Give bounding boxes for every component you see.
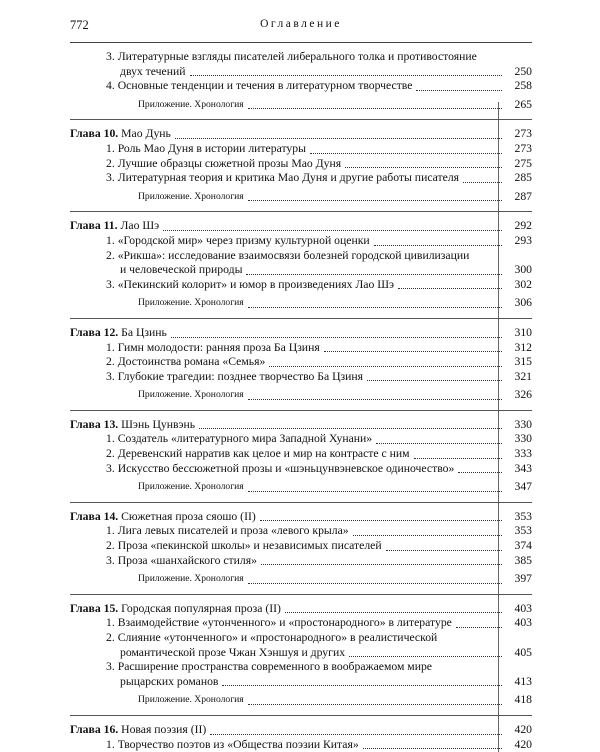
dot-leader: [269, 365, 502, 367]
toc-entry-line[interactable]: [70, 646, 532, 661]
appendix-page: 326: [514, 388, 532, 402]
entry-text: [106, 462, 454, 477]
dot-leader: [353, 534, 502, 536]
entry-title-line: Достоинства романа «Семья»: [117, 355, 266, 369]
entry-number: 1.: [106, 524, 115, 538]
appendix-row[interactable]: [70, 693, 532, 708]
appendix-row[interactable]: [70, 480, 532, 495]
toc-entry-line[interactable]: [70, 157, 532, 172]
section-rule: [70, 119, 532, 120]
dot-leader: [248, 199, 502, 201]
entry-text: [106, 263, 242, 278]
chapter-row[interactable]: [70, 127, 532, 142]
dot-leader: [463, 181, 502, 183]
entry-title-line: Создатель «литературного мира Западной Хунани»: [117, 432, 373, 446]
dot-leader: [248, 398, 502, 400]
entry-text: [106, 50, 477, 65]
entry-page: 353: [514, 524, 532, 538]
appendix-page: 347: [514, 480, 532, 494]
chapter-heading: [70, 418, 195, 433]
entry-title-line: Основные тенденции и течения в литературном творчестве: [117, 79, 413, 93]
section-rule: [70, 502, 532, 503]
entry-title-line: Лига левых писателей и проза «левого крыла»: [117, 524, 349, 538]
dot-leader: [458, 471, 502, 473]
chapter-title: Городская популярная проза (II): [121, 601, 281, 615]
entry-number: 3.: [106, 171, 115, 185]
entry-text: [106, 616, 452, 631]
section-rule: [70, 594, 532, 595]
entry-page: 275: [514, 156, 532, 170]
chapter-page: 273: [514, 127, 532, 141]
appendix-page: 306: [514, 296, 532, 310]
dot-leader: [260, 519, 502, 521]
entry-number: 1.: [106, 233, 115, 247]
toc-section: [70, 119, 532, 204]
appendix-label: Приложение. Хронология: [138, 297, 244, 309]
entry-text: [106, 278, 394, 293]
section-rule: [70, 715, 532, 716]
appendix-row[interactable]: [70, 296, 532, 311]
table-of-contents: [70, 50, 532, 752]
entry-page: 293: [514, 233, 532, 247]
entry-number: 1.: [106, 616, 115, 630]
entry-title-line: Творчество поэтов из «Общества поэзии Китая»: [117, 737, 359, 751]
entry-title-line: Слияние «утонченного» и «простонародного» в реалистической: [117, 631, 438, 644]
chapter-page: 292: [514, 219, 532, 233]
chapter-page: 353: [514, 509, 532, 523]
entry-page: 273: [514, 141, 532, 155]
dot-leader: [248, 582, 502, 584]
entry-number: 3.: [106, 277, 115, 291]
entry-number: 2.: [106, 156, 115, 170]
entry-title-line: рыцарских романов: [120, 674, 219, 688]
entry-page: 330: [514, 432, 532, 446]
appendix-page: 287: [514, 189, 532, 203]
toc-section: [70, 318, 532, 403]
section-rule: [70, 211, 532, 212]
page-number: 772: [70, 18, 89, 32]
entry-title-line: «Пекинский колорит» и юмор в произведениях Лао Шэ: [117, 277, 395, 291]
chapter-row[interactable]: [70, 418, 532, 433]
entry-text: [106, 142, 306, 157]
chapter-heading: [70, 602, 281, 617]
entry-text: [106, 370, 363, 385]
entry-text: [106, 341, 320, 356]
chapter-heading: [70, 510, 256, 525]
dot-leader: [171, 336, 502, 338]
entry-text: [106, 660, 432, 675]
toc-section: [70, 594, 532, 708]
toc-section: [70, 502, 532, 587]
chapter-heading: [70, 723, 206, 738]
toc-section: [70, 211, 532, 311]
entry-number: 4.: [106, 79, 115, 93]
chapter-page: 330: [514, 417, 532, 431]
chapter-heading: [70, 127, 171, 142]
appendix-page: 418: [514, 693, 532, 707]
entry-text: [106, 554, 257, 569]
entry-page: 312: [514, 340, 532, 354]
entry-page: 258: [514, 79, 532, 93]
section-rule: [70, 318, 532, 319]
dot-leader: [248, 306, 502, 308]
chapter-title: Лао Шэ: [120, 219, 160, 233]
entry-number: 2.: [106, 631, 115, 644]
entry-title-line: Гимн молодости: ранняя проза Ба Цзиня: [117, 340, 320, 354]
entry-number: 3.: [106, 553, 115, 567]
entry-text: [106, 524, 349, 539]
entry-text: [106, 646, 345, 661]
entry-number: 3.: [106, 660, 115, 674]
entry-title-line: «Рикша»: исследование взаимосвязи болезней городской цивилизации: [117, 248, 470, 262]
toc-entry-line[interactable]: [70, 554, 532, 569]
chapter-label: Глава 13.: [70, 417, 119, 431]
toc-entry-line[interactable]: [70, 539, 532, 554]
entry-number: 3.: [106, 50, 115, 63]
chapter-label: Глава 16.: [70, 722, 119, 736]
dot-leader: [210, 733, 502, 735]
dot-leader: [367, 379, 502, 381]
toc-entry-line[interactable]: [70, 432, 532, 447]
chapter-title: Мао Дунь: [121, 127, 171, 141]
toc-entry-line[interactable]: [70, 142, 532, 157]
page-header: [70, 18, 532, 38]
entry-number: 2.: [106, 447, 115, 461]
entry-page: 315: [514, 355, 532, 369]
entry-text: [106, 539, 382, 554]
dot-leader: [248, 107, 502, 109]
dot-leader: [199, 427, 502, 429]
chapter-label: Глава 14.: [70, 509, 119, 523]
chapter-title: Ба Цзинь: [121, 325, 167, 339]
entry-number: 1.: [106, 141, 115, 155]
dot-leader: [376, 442, 502, 444]
header-rule: [70, 42, 532, 43]
dot-leader: [456, 626, 502, 628]
dot-leader: [248, 703, 502, 705]
entry-page: 385: [514, 553, 532, 567]
dot-leader: [363, 747, 502, 749]
entry-title-line: и человеческой природы: [120, 263, 243, 277]
chapter-label: Глава 10.: [70, 127, 119, 141]
appendix-label: Приложение. Хронология: [138, 573, 244, 585]
entry-number: 1.: [106, 737, 115, 751]
dot-leader: [175, 137, 502, 139]
toc-entry-line[interactable]: [70, 447, 532, 462]
entry-text: [106, 675, 218, 690]
entry-number: 2.: [106, 539, 115, 553]
entry-page: 374: [514, 539, 532, 553]
chapter-page: 403: [514, 601, 532, 615]
entry-text: [106, 65, 186, 80]
toc-entry-line[interactable]: [70, 263, 532, 278]
appendix-row[interactable]: [70, 98, 532, 113]
chapter-row[interactable]: [70, 326, 532, 341]
dot-leader: [190, 74, 502, 76]
entry-number: 2.: [106, 248, 115, 262]
dot-leader: [222, 684, 502, 686]
entry-page: 420: [514, 737, 532, 751]
toc-entry-line[interactable]: [70, 341, 532, 356]
entry-title-line: Глубокие трагедии: позднее творчество Ба Цзиня: [117, 369, 364, 383]
dot-leader: [248, 490, 502, 492]
toc-entry-line[interactable]: [70, 278, 532, 293]
chapter-row[interactable]: [70, 602, 532, 617]
entry-title-line: Расширение пространства современного в воображаемом мире: [117, 660, 432, 674]
toc-entry-line[interactable]: [70, 171, 532, 186]
chapter-row[interactable]: [70, 723, 532, 738]
toc-entry-line[interactable]: [70, 79, 532, 94]
appendix-label: Приложение. Хронология: [138, 190, 244, 202]
chapter-label: Глава 15.: [70, 601, 119, 615]
entry-text: [106, 631, 437, 646]
entry-page: 302: [514, 277, 532, 291]
appendix-row[interactable]: [70, 190, 532, 205]
entry-page: 250: [514, 64, 532, 78]
dot-leader: [349, 655, 502, 657]
dot-leader: [324, 350, 502, 352]
dot-leader: [398, 287, 502, 289]
toc-entry-line[interactable]: [70, 370, 532, 385]
dot-leader: [261, 563, 502, 565]
entry-page: 413: [514, 674, 532, 688]
entry-title-line: Проза «шанхайского стиля»: [117, 553, 257, 567]
entry-text: [106, 234, 370, 249]
entry-text: [106, 355, 265, 370]
entry-title-line: Литературные взгляды писателей либерального толка и противостояние: [117, 50, 477, 63]
chapter-row[interactable]: [70, 219, 532, 234]
running-title: Оглавление: [260, 18, 342, 30]
entry-page: 343: [514, 461, 532, 475]
dot-leader: [386, 549, 502, 551]
appendix-label: Приложение. Хронология: [138, 98, 244, 110]
chapter-heading: [70, 219, 159, 234]
toc-entry-line[interactable]: [70, 249, 532, 264]
entry-text: [106, 79, 412, 94]
dot-leader: [163, 229, 502, 231]
entry-title-line: «Городской мир» через призму культурной оценки: [117, 233, 370, 247]
entry-title-line: Деревенский нарратив как целое и мир на контрасте с ним: [117, 447, 410, 461]
toc-entry-line[interactable]: [70, 660, 532, 675]
section-rule: [70, 410, 532, 411]
entry-page: 405: [514, 645, 532, 659]
entry-title-line: романтической прозе Чжан Хэншуя и других: [120, 645, 346, 659]
toc-section: [70, 410, 532, 495]
entry-title-line: Взаимодействие «утонченного» и «простонародного» в литературе: [117, 616, 452, 630]
entry-title-line: Проза «пекинской школы» и независимых писателей: [117, 539, 382, 553]
entry-title-line: Лучшие образцы сюжетной прозы Мао Дуня: [117, 156, 342, 170]
toc-section: [70, 50, 532, 112]
chapter-page: 420: [514, 722, 532, 736]
chapter-page: 310: [514, 325, 532, 339]
entry-title-line: Искусство бессюжетной прозы и «шэньцунвэневское одиночество»: [117, 461, 455, 475]
entry-text: [106, 447, 410, 462]
dot-leader: [310, 152, 502, 154]
chapter-title: Сюжетная проза сяошо (II): [121, 509, 256, 523]
dot-leader: [374, 244, 502, 246]
entry-page: 403: [514, 616, 532, 630]
toc-entry-line[interactable]: [70, 631, 532, 646]
dot-leader: [345, 166, 502, 168]
chapter-title: Новая поэзия (II): [121, 722, 207, 736]
entry-title-line: Литературная теория и критика Мао Дуня и другие работы писателя: [117, 171, 460, 185]
appendix-label: Приложение. Хронология: [138, 481, 244, 493]
toc-entry-line[interactable]: [70, 616, 532, 631]
appendix-page: 265: [514, 97, 532, 111]
entry-text: [106, 171, 459, 186]
appendix-label: Приложение. Хронология: [138, 694, 244, 706]
entry-number: 3.: [106, 369, 115, 383]
toc-entry-line[interactable]: [70, 524, 532, 539]
dot-leader: [285, 611, 502, 613]
entry-text: [106, 432, 372, 447]
entry-text: [106, 157, 341, 172]
toc-entry-line[interactable]: [70, 234, 532, 249]
appendix-page: 397: [514, 572, 532, 586]
dot-leader: [414, 457, 502, 459]
appendix-row[interactable]: [70, 572, 532, 587]
dot-leader: [246, 273, 502, 275]
toc-entry-line[interactable]: [70, 65, 532, 80]
appendix-label: Приложение. Хронология: [138, 389, 244, 401]
entry-page: 333: [514, 447, 532, 461]
toc-entry-line[interactable]: [70, 355, 532, 370]
entry-text: [106, 249, 469, 264]
entry-title-line: Роль Мао Дуня в истории литературы: [117, 141, 306, 155]
chapter-label: Глава 12.: [70, 325, 119, 339]
entry-number: 1.: [106, 340, 115, 354]
chapter-label: Глава 11.: [70, 219, 118, 233]
entry-page: 300: [514, 263, 532, 277]
entry-page: 285: [514, 171, 532, 185]
entry-number: 1.: [106, 432, 115, 446]
entry-title-line: двух течений: [120, 64, 186, 78]
entry-number: 2.: [106, 355, 115, 369]
toc-section: [70, 715, 532, 752]
dot-leader: [416, 89, 502, 91]
toc-entry-line[interactable]: [70, 462, 532, 477]
entry-number: 3.: [106, 461, 115, 475]
chapter-row[interactable]: [70, 510, 532, 525]
chapter-heading: [70, 326, 167, 341]
toc-entry-line[interactable]: [70, 675, 532, 690]
entry-page: 321: [514, 369, 532, 383]
appendix-row[interactable]: [70, 388, 532, 403]
chapter-title: Шэнь Цунвэнь: [121, 417, 196, 431]
toc-entry-line[interactable]: [70, 50, 532, 65]
